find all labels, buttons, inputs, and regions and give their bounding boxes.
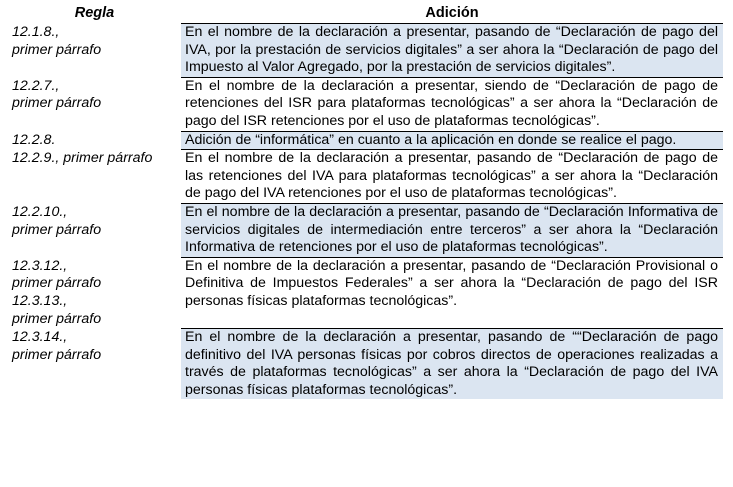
- regla-cell: [8, 24, 181, 78]
- regla-line: 12.3.12.,: [12, 257, 68, 274]
- table-body: [8, 24, 723, 400]
- regla-cell: [8, 257, 181, 328]
- regla-line: 12.3.13.,: [12, 292, 68, 309]
- adicion-cell: En el nombre de la declaración a presentar, pasando de “Declaración Informativa de servicios digitales de intermediación entre terceros” a ser ahora la “Declaración Informativa de retenciones por el uso de plataformas tecnológicas”.: [181, 203, 723, 257]
- regla-line: 12.2.9., primer párrafo: [12, 150, 153, 167]
- table-row: [8, 77, 723, 131]
- rules-table: [8, 4, 723, 399]
- regla-cell: [8, 77, 181, 131]
- regla-cell: [8, 150, 181, 204]
- regla-cell: [8, 203, 181, 257]
- regla-line: 12.2.7.,: [12, 77, 60, 94]
- table-row: [8, 150, 723, 204]
- table-row: [8, 329, 723, 400]
- table-header-row: [8, 4, 723, 24]
- regla-line: 12.2.10.,: [12, 203, 68, 220]
- adicion-cell: En el nombre de la declaración a presentar, pasando de ““Declaración de pago definitivo del IVA personas físicas por cobros directos de operaciones realizadas a través de plataformas tecnológicas” a ser ahora la “Declaración de pago del IVA personas físicas plataformas tecnológicas”.: [181, 329, 723, 400]
- regla-line: 12.3.14.,: [12, 329, 68, 346]
- table-row: [8, 203, 723, 257]
- adicion-cell: Adición de “informática” en cuanto a la aplicación en donde se realice el pago.: [181, 131, 723, 150]
- adicion-cell: En el nombre de la declaración a presentar, siendo de “Declaración de pago de retenciones del ISR para plataformas tecnológicas” a ser ahora la “Declaración de pago del ISR retenciones por el uso de plataformas tecnológicas”.: [181, 77, 723, 131]
- regla-line: primer párrafo: [12, 275, 102, 292]
- regla-cell: [8, 329, 181, 400]
- table-row: [8, 24, 723, 78]
- header-adicion: Adición: [425, 5, 479, 21]
- regla-cell: [8, 131, 181, 150]
- regla-line: 12.1.8.,: [12, 24, 60, 40]
- adicion-cell: En el nombre de la declaración a presentar, pasando de “Declaración de pago del IVA, por la prestación de servicios digitales” a ser ahora la “Declaración de pago del Impuesto al Valor Agregado, por la prestación de servicios digitales”.: [181, 24, 723, 78]
- adicion-cell: En el nombre de la declaración a presentar, pasando de “Declaración de pago de las retenciones del IVA para plataformas tecnológicas” a ser ahora la “Declaración de pago del IVA retenciones por el uso de plataformas tecnológicas”.: [181, 150, 723, 204]
- regla-line: primer párrafo: [12, 41, 102, 58]
- regla-line: primer párrafo: [12, 346, 102, 363]
- table-row: [8, 257, 723, 328]
- header-regla: Regla: [74, 5, 115, 21]
- regla-line: 12.2.8.: [12, 131, 56, 148]
- regla-line: primer párrafo: [12, 310, 102, 327]
- table-row: [8, 131, 723, 150]
- adicion-cell: En el nombre de la declaración a presentar, pasando de “Declaración Provisional o Definitiva de Impuestos Federales” a ser ahora la “Declaración de pago del ISR personas físicas plataformas tecnológicas”.: [181, 257, 723, 328]
- regla-line: primer párrafo: [12, 221, 102, 238]
- regla-line: primer párrafo: [12, 95, 102, 112]
